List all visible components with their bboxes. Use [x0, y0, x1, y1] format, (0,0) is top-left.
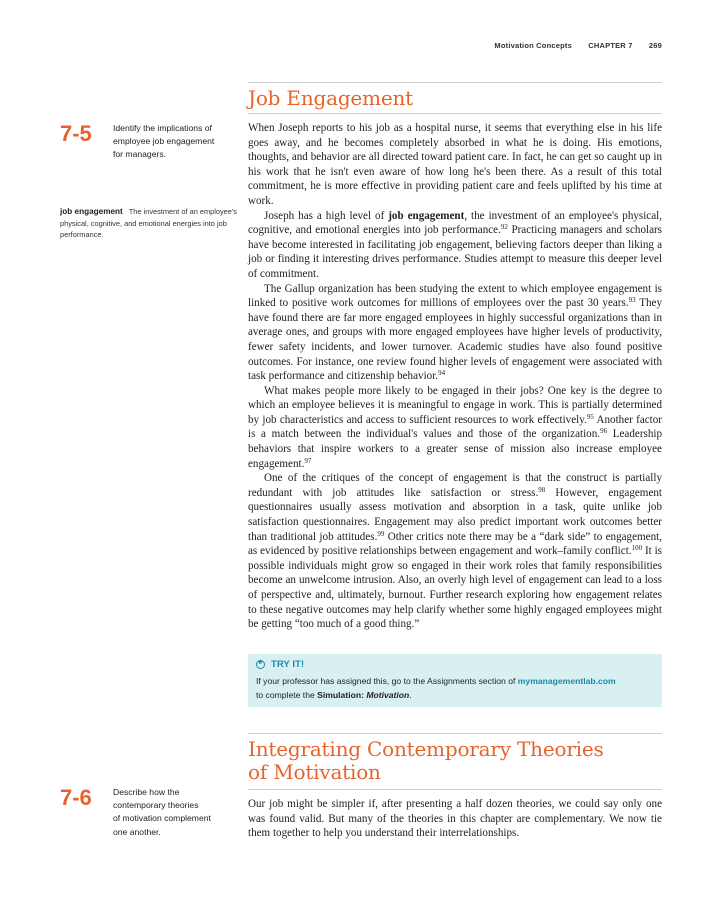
try-it-text: . — [409, 690, 412, 700]
paragraph — [248, 384, 662, 472]
simulation-label: Simulation: — [317, 690, 367, 700]
paragraph-text: Joseph has a high level of — [264, 209, 389, 222]
running-head-chapter: CHAPTER 7 — [588, 41, 633, 50]
objective-line: Describe how the — [113, 787, 180, 797]
paragraph-text: Leadership behaviors that inspire workers to a greater sense of mission also increase employee engagement. — [248, 428, 663, 470]
paragraph-text: However, engagement questionnaires usually assess motivation and absorption in a task, quite unlike job satisfaction questionnaires. Engagement may also predict important work outcomes better than traditional job attitudes. — [248, 486, 662, 543]
objective-line: of motivation complement — [113, 813, 211, 824]
glossary-definition: The investment of an employee's physical, cognitive, and emotional energies into job performance. — [60, 207, 238, 240]
try-it-heading-text: TRY IT! — [271, 659, 305, 670]
section-title-line: of Motivation — [248, 760, 381, 784]
footnote-ref: 92 — [500, 223, 508, 232]
try-it-text: to complete the — [256, 690, 318, 700]
section-title-job-engagement: Job Engagement — [248, 86, 413, 110]
section-title-integrating-theories — [248, 738, 604, 784]
paragraph — [248, 471, 662, 632]
objective-line: one another. — [113, 826, 161, 837]
paragraph — [248, 282, 662, 384]
footnote-ref: 97 — [304, 456, 312, 465]
try-it-callout — [248, 654, 662, 707]
try-it-text: If your professor has assigned this, go to the Assignments section of — [256, 676, 518, 686]
footnote-ref: 95 — [586, 412, 594, 421]
paragraph-text: The Gallup organization has been studying the extent to which employee engagement is linked to positive work outcomes for millions of employees over the past 30 years. — [248, 282, 662, 310]
footnote-ref: 99 — [377, 529, 385, 538]
footnote-ref: 98 — [538, 485, 546, 494]
key-term: job engagement — [388, 209, 465, 222]
section-title-line: Integrating Contemporary Theories — [248, 737, 604, 761]
objective-line: Identify the implications of — [113, 123, 212, 133]
footnote-ref: 94 — [438, 369, 446, 378]
try-it-heading — [256, 659, 304, 670]
glossary-term: job engagement — [60, 207, 123, 216]
footnote-ref: 93 — [628, 296, 636, 305]
footnote-ref: 96 — [600, 427, 608, 436]
learning-objective-number: 7-6 — [60, 785, 92, 810]
section-rule — [248, 733, 662, 734]
paragraph-text: They have found there are far more engaged employees in highly successful organizations than in average ones, and groups with more engaged employees have higher levels of productivity, fewer safety incidents, and lower turnover. Academic studies have also found positive outcomes. For instance, one review found higher levels of engagement were associated with task performance and citizenship behavior. — [248, 297, 662, 383]
section-rule — [248, 82, 662, 83]
glossary-entry — [60, 206, 238, 241]
running-head — [480, 41, 662, 50]
learning-objective-text — [113, 122, 233, 162]
objective-line: employee job engagement — [113, 136, 215, 147]
simulation-title: Motivation — [366, 690, 410, 700]
objective-line: contemporary theories — [113, 800, 199, 811]
section-title-underline — [248, 113, 662, 114]
learning-objective-text — [113, 786, 233, 839]
paragraph-text: Other critics note there may be a “dark side” to engagement, as evidenced by positive relationships between engagement and work–family conflict. — [248, 530, 662, 558]
footnote-ref: 100 — [631, 544, 643, 553]
paragraph — [248, 121, 662, 209]
paragraph-text: When Joseph reports to his job as a hospital nurse, it seems that everything else in his life goes away, and he becomes completely absorbed in what he is doing. His emotions, thoughts, and behavior are all directed toward patient care. In fact, he can get so caught up in his work that he isn't even aware of how long he's been there. As a result of this total commitment, he is more effective in providing patient care and feels uplifted by his time at work. — [248, 122, 662, 207]
paragraph-text: It is possible individuals might grow so engaged in their work roles that family responsibilities become an unwelcome intrusion. Also, an overly high level of engagement can lead to a loss of perspective and, ultimately, burnout. Further research exploring how engagement relates to these negative outcomes may help clarify whether some highly engaged employees might be getting “too much of a good thing.” — [248, 545, 662, 631]
paragraph — [248, 209, 662, 282]
paragraph — [248, 797, 662, 841]
objective-line: for managers. — [113, 149, 167, 160]
paragraph-text: Our job might be simpler if, after presenting a half dozen theories, we could say only one was found valid. But many of the theories in this chapter are complementary. We now tie them together to help you understand their interrelationships. — [248, 798, 662, 840]
star-circle-icon — [256, 660, 265, 669]
section-title-underline — [248, 789, 662, 790]
section-body — [248, 121, 662, 632]
running-head-section: Motivation Concepts — [494, 41, 572, 50]
try-it-line — [256, 690, 412, 700]
paragraph-text: One of the critiques of the concept of engagement is that the construct is partially redundant with job attitudes like satisfaction or stress. — [248, 472, 662, 499]
section-body — [248, 797, 662, 841]
learning-objective-number: 7-5 — [60, 121, 92, 146]
paragraph-text: Another factor is a match between the individual's values and those of the organization. — [248, 413, 663, 441]
mymanagementlab-link[interactable]: mymanagementlab.com — [517, 676, 616, 686]
page-number: 269 — [648, 41, 662, 50]
paragraph-text: What makes people more likely to be engaged in their jobs? One key is the degree to which an employee believes it is meaningful to engage in work. This is partially determined by job characteristics and access to sufficient resources to work effectively. — [248, 384, 662, 426]
paragraph-text: , the investment of an employee's physical, cognitive, and emotional energies into job performance. — [248, 209, 663, 237]
try-it-line — [256, 676, 616, 686]
paragraph-text: Practicing managers and scholars have become interested in facilitating job engagement, believing factors deeper than liking a job or finding it interesting drives performance. Studies attempt to measure this deeper level of commitment. — [248, 224, 663, 280]
